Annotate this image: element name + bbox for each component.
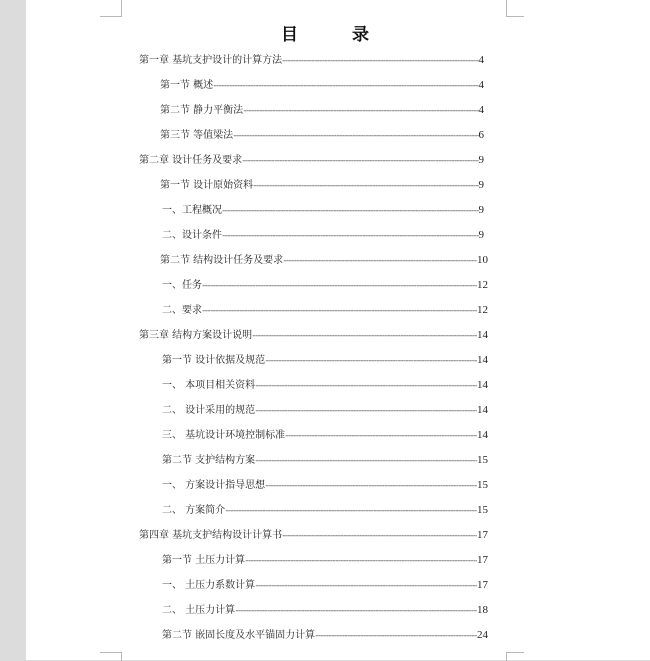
right-margin-area (600, 0, 650, 660)
toc-entry[interactable]: 一、 方案设计指导思想 ----- 15 (162, 478, 488, 492)
toc-entry[interactable]: 第一章 基坑支护设计的计算方法 ----- 4 (139, 53, 484, 67)
toc-entry[interactable]: 二、设计条件 ----- 9 (162, 228, 484, 242)
toc-entry[interactable]: 一、任务 ----- 12 (162, 278, 488, 292)
toc-entry[interactable]: 二、 方案简介 ----- 15 (162, 503, 488, 517)
toc-entry[interactable]: 第二节 支护结构方案 ----- 15 (162, 453, 488, 467)
toc-entry[interactable]: 一、 本项目相关资料 ----- 14 (162, 378, 488, 392)
toc-entry[interactable]: 二、 土压力计算 ----- 18 (162, 603, 488, 617)
toc-entry[interactable]: 二、 设计采用的规范 ----- 14 (162, 403, 488, 417)
toc-entry[interactable]: 第二节 结构设计任务及要求 ----- 10 (160, 253, 488, 267)
toc-entry[interactable]: 第四章 基坑支护结构设计计算书 ----- 17 (139, 528, 488, 542)
toc-entry[interactable]: 第一节 土压力计算 ----- 17 (162, 553, 488, 567)
toc-title: 目 录 (281, 25, 393, 45)
toc-entry[interactable]: 第二节 嵌固长度及水平锚固力计算 ----- 24 (162, 628, 488, 642)
crop-mark-top-right (506, 0, 524, 17)
toc-entry[interactable]: 第三节 等值梁法 ----- 6 (160, 128, 484, 142)
toc-entry[interactable]: 第三章 结构方案设计说明 ----- 14 (139, 328, 488, 342)
crop-mark-top-left (100, 0, 122, 17)
toc-entry[interactable]: 三、 基坑设计环境控制标准 ----- 14 (162, 428, 488, 442)
toc-entry[interactable]: 第一节 设计原始资料 ----- 9 (160, 178, 484, 192)
toc-entry[interactable]: 第二节 静力平衡法 ----- 4 (160, 103, 484, 117)
toc-entry[interactable]: 一、 土压力系数计算 ----- 17 (162, 578, 488, 592)
toc-entry[interactable]: 一、工程概况 ----- 9 (162, 203, 484, 217)
toc-entry[interactable]: 第一节 概述 ----- 4 (160, 78, 484, 92)
toc-entry[interactable]: 二、要求 ----- 12 (162, 303, 488, 317)
toc-entry[interactable]: 第一节 设计依据及规范 ----- 14 (162, 353, 488, 367)
toc-entry[interactable]: 第二章 设计任务及要求 ----- 9 (139, 153, 484, 167)
